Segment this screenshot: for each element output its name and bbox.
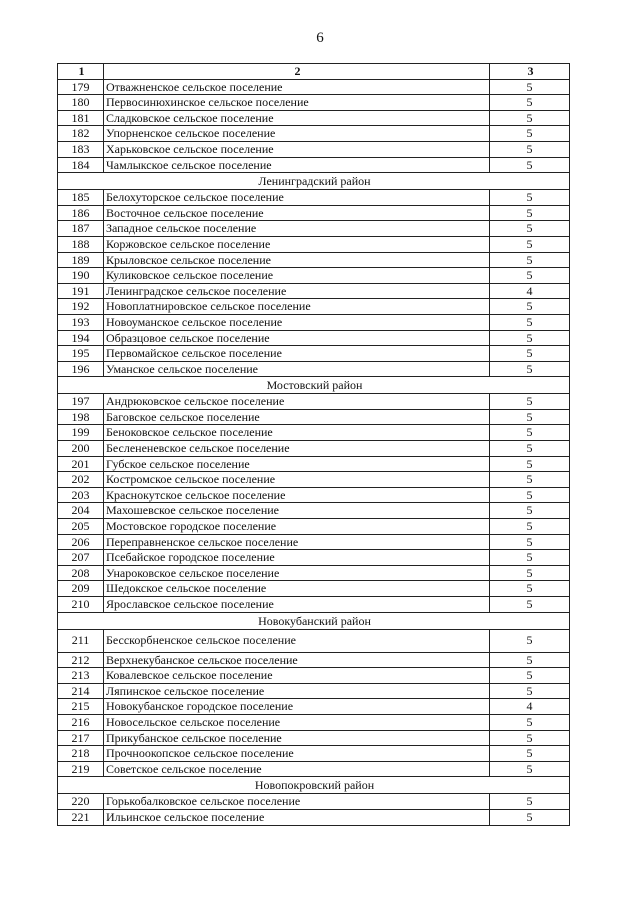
row-value: 5 xyxy=(490,794,570,810)
settlement-name: Ленинградское сельское поселение xyxy=(104,283,490,299)
table-row xyxy=(58,141,570,157)
row-value: 5 xyxy=(490,205,570,221)
row-number: 215 xyxy=(58,699,104,715)
row-value: 5 xyxy=(490,409,570,425)
row-number: 203 xyxy=(58,487,104,503)
row-number: 198 xyxy=(58,409,104,425)
row-value: 5 xyxy=(490,95,570,111)
table-row xyxy=(58,236,570,252)
row-value: 5 xyxy=(490,110,570,126)
row-value: 5 xyxy=(490,346,570,362)
settlement-name: Губское сельское поселение xyxy=(104,456,490,472)
page-number: 6 xyxy=(316,30,324,46)
row-number: 213 xyxy=(58,668,104,684)
settlements-table xyxy=(57,63,570,826)
table-row xyxy=(58,221,570,237)
settlement-name: Ярославское сельское поселение xyxy=(104,597,490,613)
row-number: 187 xyxy=(58,221,104,237)
table-row xyxy=(58,761,570,777)
table-row xyxy=(58,190,570,206)
row-value: 5 xyxy=(490,581,570,597)
settlement-name: Баговское сельское поселение xyxy=(104,409,490,425)
table-row xyxy=(58,668,570,684)
district-name: Мостовский район xyxy=(58,377,570,394)
row-number: 188 xyxy=(58,236,104,252)
row-number: 199 xyxy=(58,425,104,441)
row-value: 5 xyxy=(490,472,570,488)
settlement-name: Белохуторское сельское поселение xyxy=(104,190,490,206)
row-value: 5 xyxy=(490,565,570,581)
row-value: 5 xyxy=(490,314,570,330)
row-number: 221 xyxy=(58,809,104,825)
settlement-name: Махошевское сельское поселение xyxy=(104,503,490,519)
row-value: 5 xyxy=(490,714,570,730)
settlement-name: Первомайское сельское поселение xyxy=(104,346,490,362)
settlement-name: Чамлыкское сельское поселение xyxy=(104,157,490,173)
table-row xyxy=(58,487,570,503)
settlement-name: Ильинское сельское поселение xyxy=(104,809,490,825)
settlement-name: Псебайское городское поселение xyxy=(104,550,490,566)
settlement-name: Новокубанское городское поселение xyxy=(104,699,490,715)
row-number: 210 xyxy=(58,597,104,613)
row-number: 200 xyxy=(58,441,104,457)
settlement-name: Западное сельское поселение xyxy=(104,221,490,237)
row-number: 191 xyxy=(58,283,104,299)
table-row xyxy=(58,314,570,330)
district-header-row xyxy=(58,777,570,794)
row-number: 186 xyxy=(58,205,104,221)
row-value: 5 xyxy=(490,299,570,315)
settlement-name: Новоплатнировское сельское поселение xyxy=(104,299,490,315)
row-number: 205 xyxy=(58,519,104,535)
settlement-name: Шедокское сельское поселение xyxy=(104,581,490,597)
row-value: 5 xyxy=(490,809,570,825)
table-row xyxy=(58,565,570,581)
table-row xyxy=(58,283,570,299)
row-value: 5 xyxy=(490,221,570,237)
table-row xyxy=(58,550,570,566)
district-header-row xyxy=(58,173,570,190)
settlement-name: Верхнекубанское сельское поселение xyxy=(104,652,490,668)
row-number: 190 xyxy=(58,268,104,284)
row-number: 202 xyxy=(58,472,104,488)
row-number: 194 xyxy=(58,330,104,346)
row-number: 201 xyxy=(58,456,104,472)
row-value: 5 xyxy=(490,550,570,566)
row-number: 185 xyxy=(58,190,104,206)
row-value: 5 xyxy=(490,361,570,377)
row-value: 5 xyxy=(490,394,570,410)
header-col-1: 1 xyxy=(58,64,104,80)
row-value: 5 xyxy=(490,190,570,206)
row-value: 5 xyxy=(490,268,570,284)
row-value: 5 xyxy=(490,236,570,252)
table-row xyxy=(58,503,570,519)
row-number: 209 xyxy=(58,581,104,597)
row-number: 195 xyxy=(58,346,104,362)
row-number: 208 xyxy=(58,565,104,581)
settlement-name: Харьковское сельское поселение xyxy=(104,141,490,157)
row-value: 5 xyxy=(490,126,570,142)
table-row xyxy=(58,699,570,715)
row-number: 206 xyxy=(58,534,104,550)
table-row xyxy=(58,394,570,410)
settlement-name: Отважненское сельское поселение xyxy=(104,79,490,95)
table-row xyxy=(58,330,570,346)
row-value: 5 xyxy=(490,668,570,684)
table-row xyxy=(58,581,570,597)
table-row xyxy=(58,110,570,126)
table-row xyxy=(58,441,570,457)
settlement-name: Мостовское городское поселение xyxy=(104,519,490,535)
row-value: 5 xyxy=(490,761,570,777)
row-number: 197 xyxy=(58,394,104,410)
settlement-name: Куликовское сельское поселение xyxy=(104,268,490,284)
settlement-name: Андрюковское сельское поселение xyxy=(104,394,490,410)
district-name: Новокубанский район xyxy=(58,612,570,629)
row-value: 5 xyxy=(490,79,570,95)
row-number: 193 xyxy=(58,314,104,330)
settlement-name: Первосинюхинское сельское поселение xyxy=(104,95,490,111)
district-header-row xyxy=(58,377,570,394)
district-name: Ленинградский район xyxy=(58,173,570,190)
table-row xyxy=(58,95,570,111)
row-number: 211 xyxy=(58,629,104,652)
settlement-name: Уманское сельское поселение xyxy=(104,361,490,377)
table-row xyxy=(58,409,570,425)
settlement-name: Прикубанское сельское поселение xyxy=(104,730,490,746)
settlement-name: Унароковское сельское поселение xyxy=(104,565,490,581)
table-row xyxy=(58,519,570,535)
settlement-name: Сладковское сельское поселение xyxy=(104,110,490,126)
row-value: 5 xyxy=(490,157,570,173)
row-number: 180 xyxy=(58,95,104,111)
row-number: 216 xyxy=(58,714,104,730)
row-value: 5 xyxy=(490,730,570,746)
row-value: 5 xyxy=(490,519,570,535)
settlement-name: Переправненское сельское поселение xyxy=(104,534,490,550)
row-value: 5 xyxy=(490,330,570,346)
settlement-name: Восточное сельское поселение xyxy=(104,205,490,221)
row-number: 182 xyxy=(58,126,104,142)
row-value: 4 xyxy=(490,283,570,299)
table-row xyxy=(58,252,570,268)
table-row xyxy=(58,809,570,825)
table-row xyxy=(58,746,570,762)
row-number: 217 xyxy=(58,730,104,746)
row-number: 192 xyxy=(58,299,104,315)
row-value: 5 xyxy=(490,456,570,472)
row-value: 5 xyxy=(490,441,570,457)
row-number: 179 xyxy=(58,79,104,95)
district-name: Новопокровский район xyxy=(58,777,570,794)
row-number: 220 xyxy=(58,794,104,810)
table-body xyxy=(58,79,570,825)
table-row xyxy=(58,361,570,377)
settlement-name: Крыловское сельское поселение xyxy=(104,252,490,268)
table-row xyxy=(58,205,570,221)
settlement-name: Костромское сельское поселение xyxy=(104,472,490,488)
row-number: 218 xyxy=(58,746,104,762)
table-row xyxy=(58,79,570,95)
table-row xyxy=(58,346,570,362)
row-value: 5 xyxy=(490,503,570,519)
row-number: 184 xyxy=(58,157,104,173)
row-value: 4 xyxy=(490,699,570,715)
row-value: 5 xyxy=(490,746,570,762)
settlement-name: Новосельское сельское поселение xyxy=(104,714,490,730)
row-value: 5 xyxy=(490,141,570,157)
row-value: 5 xyxy=(490,683,570,699)
row-value: 5 xyxy=(490,652,570,668)
settlement-name: Беноковское сельское поселение xyxy=(104,425,490,441)
settlement-name: Ковалевское сельское поселение xyxy=(104,668,490,684)
table-row xyxy=(58,534,570,550)
table-row xyxy=(58,714,570,730)
settlement-name: Образцовое сельское поселение xyxy=(104,330,490,346)
row-number: 204 xyxy=(58,503,104,519)
table-row xyxy=(58,629,570,652)
table-row xyxy=(58,730,570,746)
settlement-name: Прочноокопское сельское поселение xyxy=(104,746,490,762)
settlement-name: Упорненское сельское поселение xyxy=(104,126,490,142)
table-row xyxy=(58,456,570,472)
settlement-name: Горькобалковское сельское поселение xyxy=(104,794,490,810)
settlement-name: Беслененевское сельское поселение xyxy=(104,441,490,457)
settlement-name: Советское сельское поселение xyxy=(104,761,490,777)
table-header-row xyxy=(58,64,570,80)
header-col-3: 3 xyxy=(490,64,570,80)
settlement-name: Бесскорбненское сельское поселение xyxy=(104,629,490,652)
row-value: 5 xyxy=(490,425,570,441)
row-number: 219 xyxy=(58,761,104,777)
row-number: 189 xyxy=(58,252,104,268)
district-header-row xyxy=(58,612,570,629)
row-value: 5 xyxy=(490,597,570,613)
settlement-name: Коржовское сельское поселение xyxy=(104,236,490,252)
settlement-name: Краснокутское сельское поселение xyxy=(104,487,490,503)
row-number: 207 xyxy=(58,550,104,566)
row-number: 196 xyxy=(58,361,104,377)
row-number: 214 xyxy=(58,683,104,699)
row-value: 5 xyxy=(490,252,570,268)
row-value: 5 xyxy=(490,534,570,550)
row-value: 5 xyxy=(490,629,570,652)
table-row xyxy=(58,597,570,613)
table-row xyxy=(58,652,570,668)
table-row xyxy=(58,472,570,488)
table-row xyxy=(58,157,570,173)
settlement-name: Ляпинское сельское поселение xyxy=(104,683,490,699)
table-row xyxy=(58,268,570,284)
settlement-name: Новоуманское сельское поселение xyxy=(104,314,490,330)
row-number: 183 xyxy=(58,141,104,157)
row-number: 212 xyxy=(58,652,104,668)
table-row xyxy=(58,425,570,441)
table-row xyxy=(58,126,570,142)
table-row xyxy=(58,299,570,315)
table-row xyxy=(58,794,570,810)
header-col-2: 2 xyxy=(104,64,490,80)
table-row xyxy=(58,683,570,699)
row-value: 5 xyxy=(490,487,570,503)
row-number: 181 xyxy=(58,110,104,126)
